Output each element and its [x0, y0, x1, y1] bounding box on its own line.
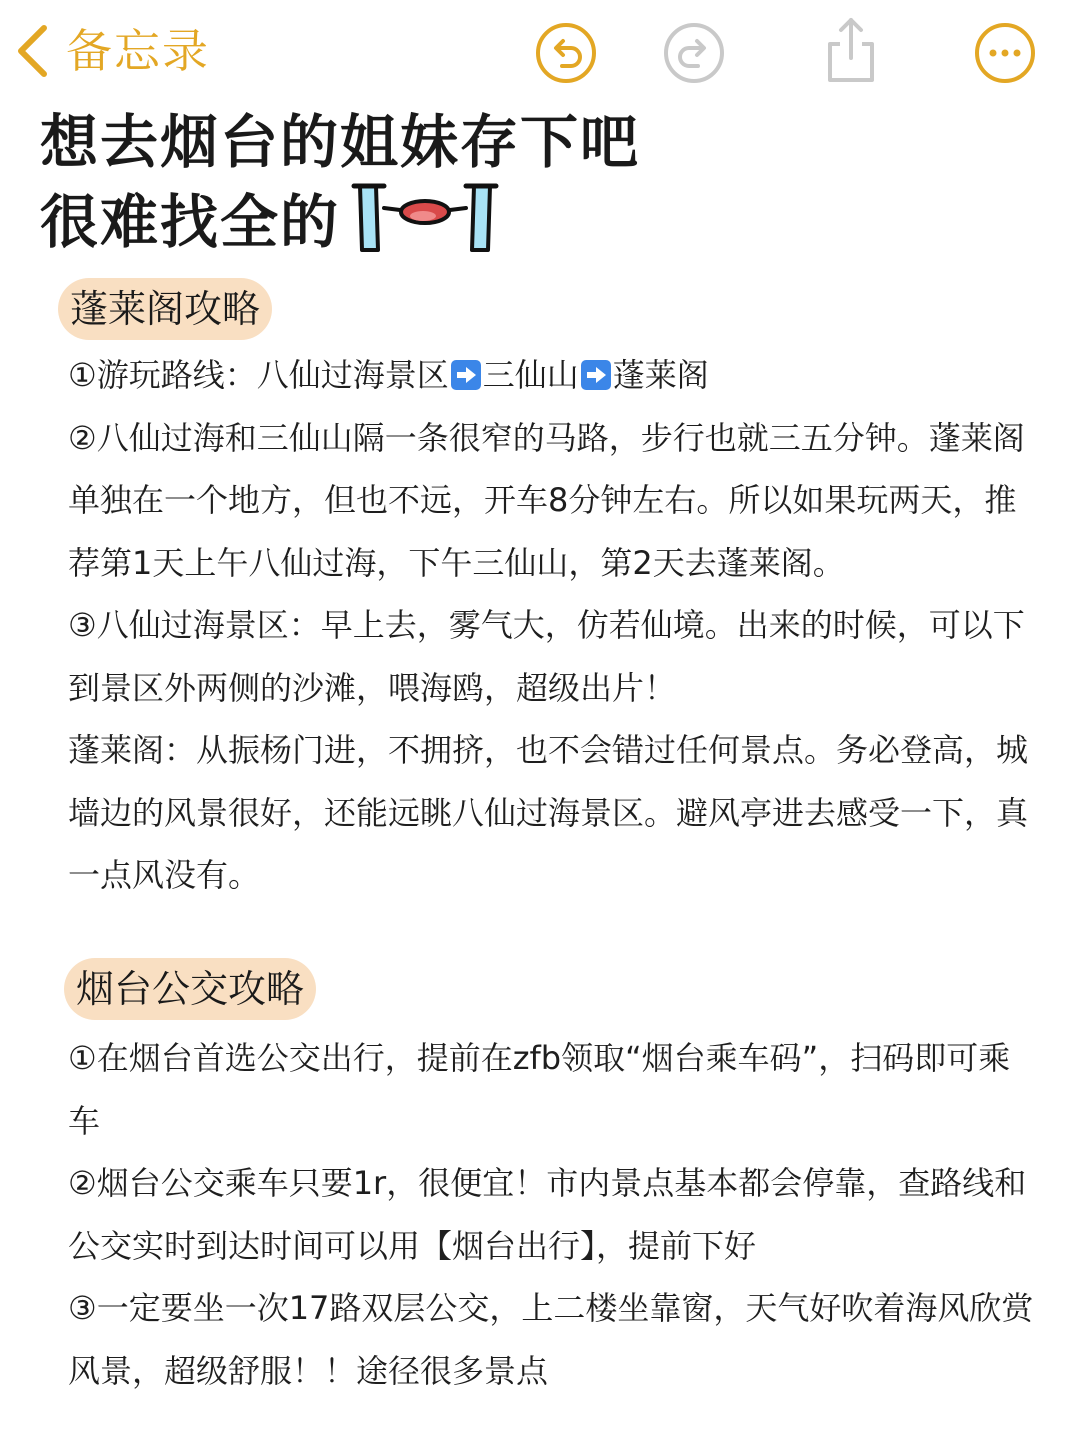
- section-body-bus: [68, 1027, 1038, 1402]
- redo-icon[interactable]: [663, 22, 725, 84]
- paragraph: ③八仙过海景区：早上去，雾气大，仿若仙境。出来的时候，可以下到景区外两侧的沙滩，喂海鸥，超级出片！: [68, 606, 1025, 707]
- right-arrow-emoji-icon: [451, 360, 481, 390]
- title-line-2-wrap: [40, 182, 640, 272]
- paragraph: ①在烟台首选公交出行，提前在zfb领取“烟台乘车码”，扫码即可乘车: [68, 1039, 1011, 1140]
- back-label: 备忘录: [66, 24, 210, 78]
- route-prefix: ①游玩路线：八仙过海景区: [68, 356, 449, 394]
- note-title: [40, 102, 640, 272]
- right-arrow-emoji-icon: [581, 360, 611, 390]
- more-icon[interactable]: [974, 22, 1036, 84]
- share-icon[interactable]: [820, 14, 882, 76]
- crying-face-emoji-icon: [350, 182, 500, 272]
- paragraph: ②烟台公交乘车只要1r，很便宜！市内景点基本都会停靠，查路线和公交实时到达时间可以用【烟台出行】，提前下好: [68, 1164, 1027, 1265]
- section-body-penglai: [68, 344, 1038, 907]
- section-heading-bus: 烟台公交攻略: [64, 958, 316, 1020]
- title-line-2: 很难找全的: [40, 188, 341, 256]
- route-end: 蓬莱阁: [612, 356, 709, 394]
- back-button[interactable]: [14, 18, 210, 84]
- route-line: [68, 344, 1038, 407]
- route-mid: 三仙山: [482, 356, 579, 394]
- paragraph: ②八仙过海和三仙山隔一条很窄的马路，步行也就三五分钟。蓬莱阁单独在一个地方，但也不远，开车8分钟左右。所以如果玩两天，推荐第1天上午八仙过海，下午三仙山，第2天去蓬莱阁。: [68, 418, 1025, 582]
- undo-icon[interactable]: [535, 22, 597, 84]
- section-heading-penglai: 蓬莱阁攻略: [58, 278, 272, 340]
- chevron-left-icon: [14, 23, 50, 79]
- paragraph: ③一定要坐一次17路双层公交，上二楼坐靠窗，天气好吹着海风欣赏风景，超级舒服！！途径很多景点: [68, 1289, 1034, 1390]
- paragraph: 蓬莱阁：从振杨门进，不拥挤，也不会错过任何景点。务必登高，城墙边的风景很好，还能远眺八仙过海景区。避风亭进去感受一下，真一点风没有。: [68, 731, 1029, 894]
- navigation-bar: [0, 0, 1080, 100]
- title-line-1: 想去烟台的姐妹存下吧: [40, 108, 641, 176]
